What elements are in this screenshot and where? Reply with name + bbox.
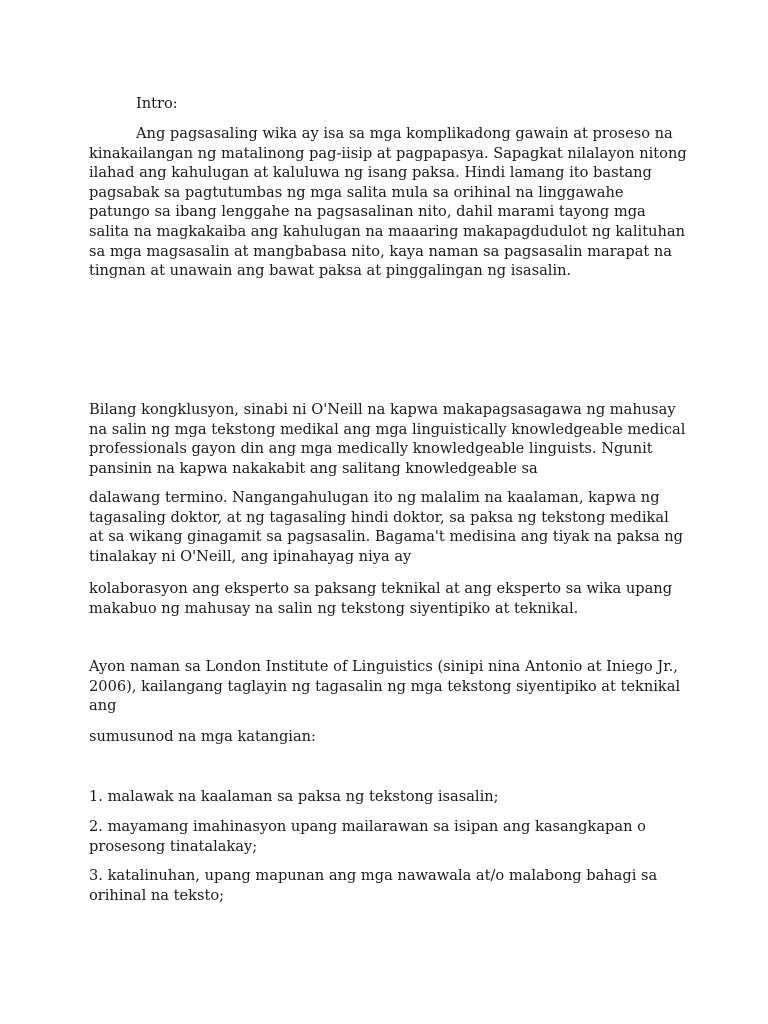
london-institute-continuation: sumusunod na mga katangian: xyxy=(89,728,316,745)
conclusion-paragraph-part-1: Bilang kongklusyon, sinabi ni O'Neill na kapwa makapagsasagawa ng mahusay na salin ng mga tekstong medikal ang mga linguistically knowledgeable medical professionals gayon din ang mga medically knowledgeable linguists. Ngunit pansinin na kapwa nakakabit ang salitang knowledgeable sa xyxy=(89,401,686,477)
list-item: 1. malawak na kaalaman sa paksa ng tekstong isasalin; xyxy=(89,788,499,805)
conclusion-paragraph-part-3: kolaborasyon ang eksperto sa paksang teknikal at ang eksperto sa wika upang makabuo ng mahusay na salin ng tekstong siyentipiko at teknikal. xyxy=(89,580,673,617)
london-institute-paragraph: Ayon naman sa London Institute of Linguistics (sinipi nina Antonio at Iniego Jr., 2006), kailangang taglayin ng tagasalin ng mga tekstong siyentipiko at teknikal ang xyxy=(89,658,681,715)
conclusion-paragraph-part-2: dalawang termino. Nangangahulugan ito ng malalim na kaalaman, kapwa ng tagasaling doktor, at ng tagasaling hindi doktor, sa paksa ng tekstong medikal at sa wikang ginagamit sa pagsasalin. Bagama't medisina ang tiyak na paksa ng tinalakay ni O'Neill, ang ipinahayag niya ay xyxy=(89,489,684,565)
intro-paragraph: Ang pagsasaling wika ay isa sa mga komplikadong gawain at proseso na kinakailangan ng matalinong pag-iisip at pagpapasya. Sapagkat nilalayon nitong ilahad ang kahulugan at kaluluwa ng isang paksa. Hindi lamang ito bastang pagsabak sa pagtutumbas ng mga salita mula sa orihinal na linggawahe patungo sa ibang lenggahe na pagsasalinan nito, dahil marami tayong mga salita na magkakaiba ang kahulugan na maaaring makapagdudulot ng kalituhan sa mga magsasalin at mangbabasa nito, kaya naman sa pagsasalin marapat na tingnan at unawain ang bawat paksa at pinggalingan ng isasalin. xyxy=(89,125,687,280)
list-item: 3. katalinuhan, upang mapunan ang mga nawawala at/o malabong bahagi sa orihinal na teksto; xyxy=(89,867,658,904)
list-item: 2. mayamang imahinasyon upang mailarawan sa isipan ang kasangkapan o prosesong tinatalakay; xyxy=(89,818,646,855)
intro-heading: Intro: xyxy=(136,95,178,112)
